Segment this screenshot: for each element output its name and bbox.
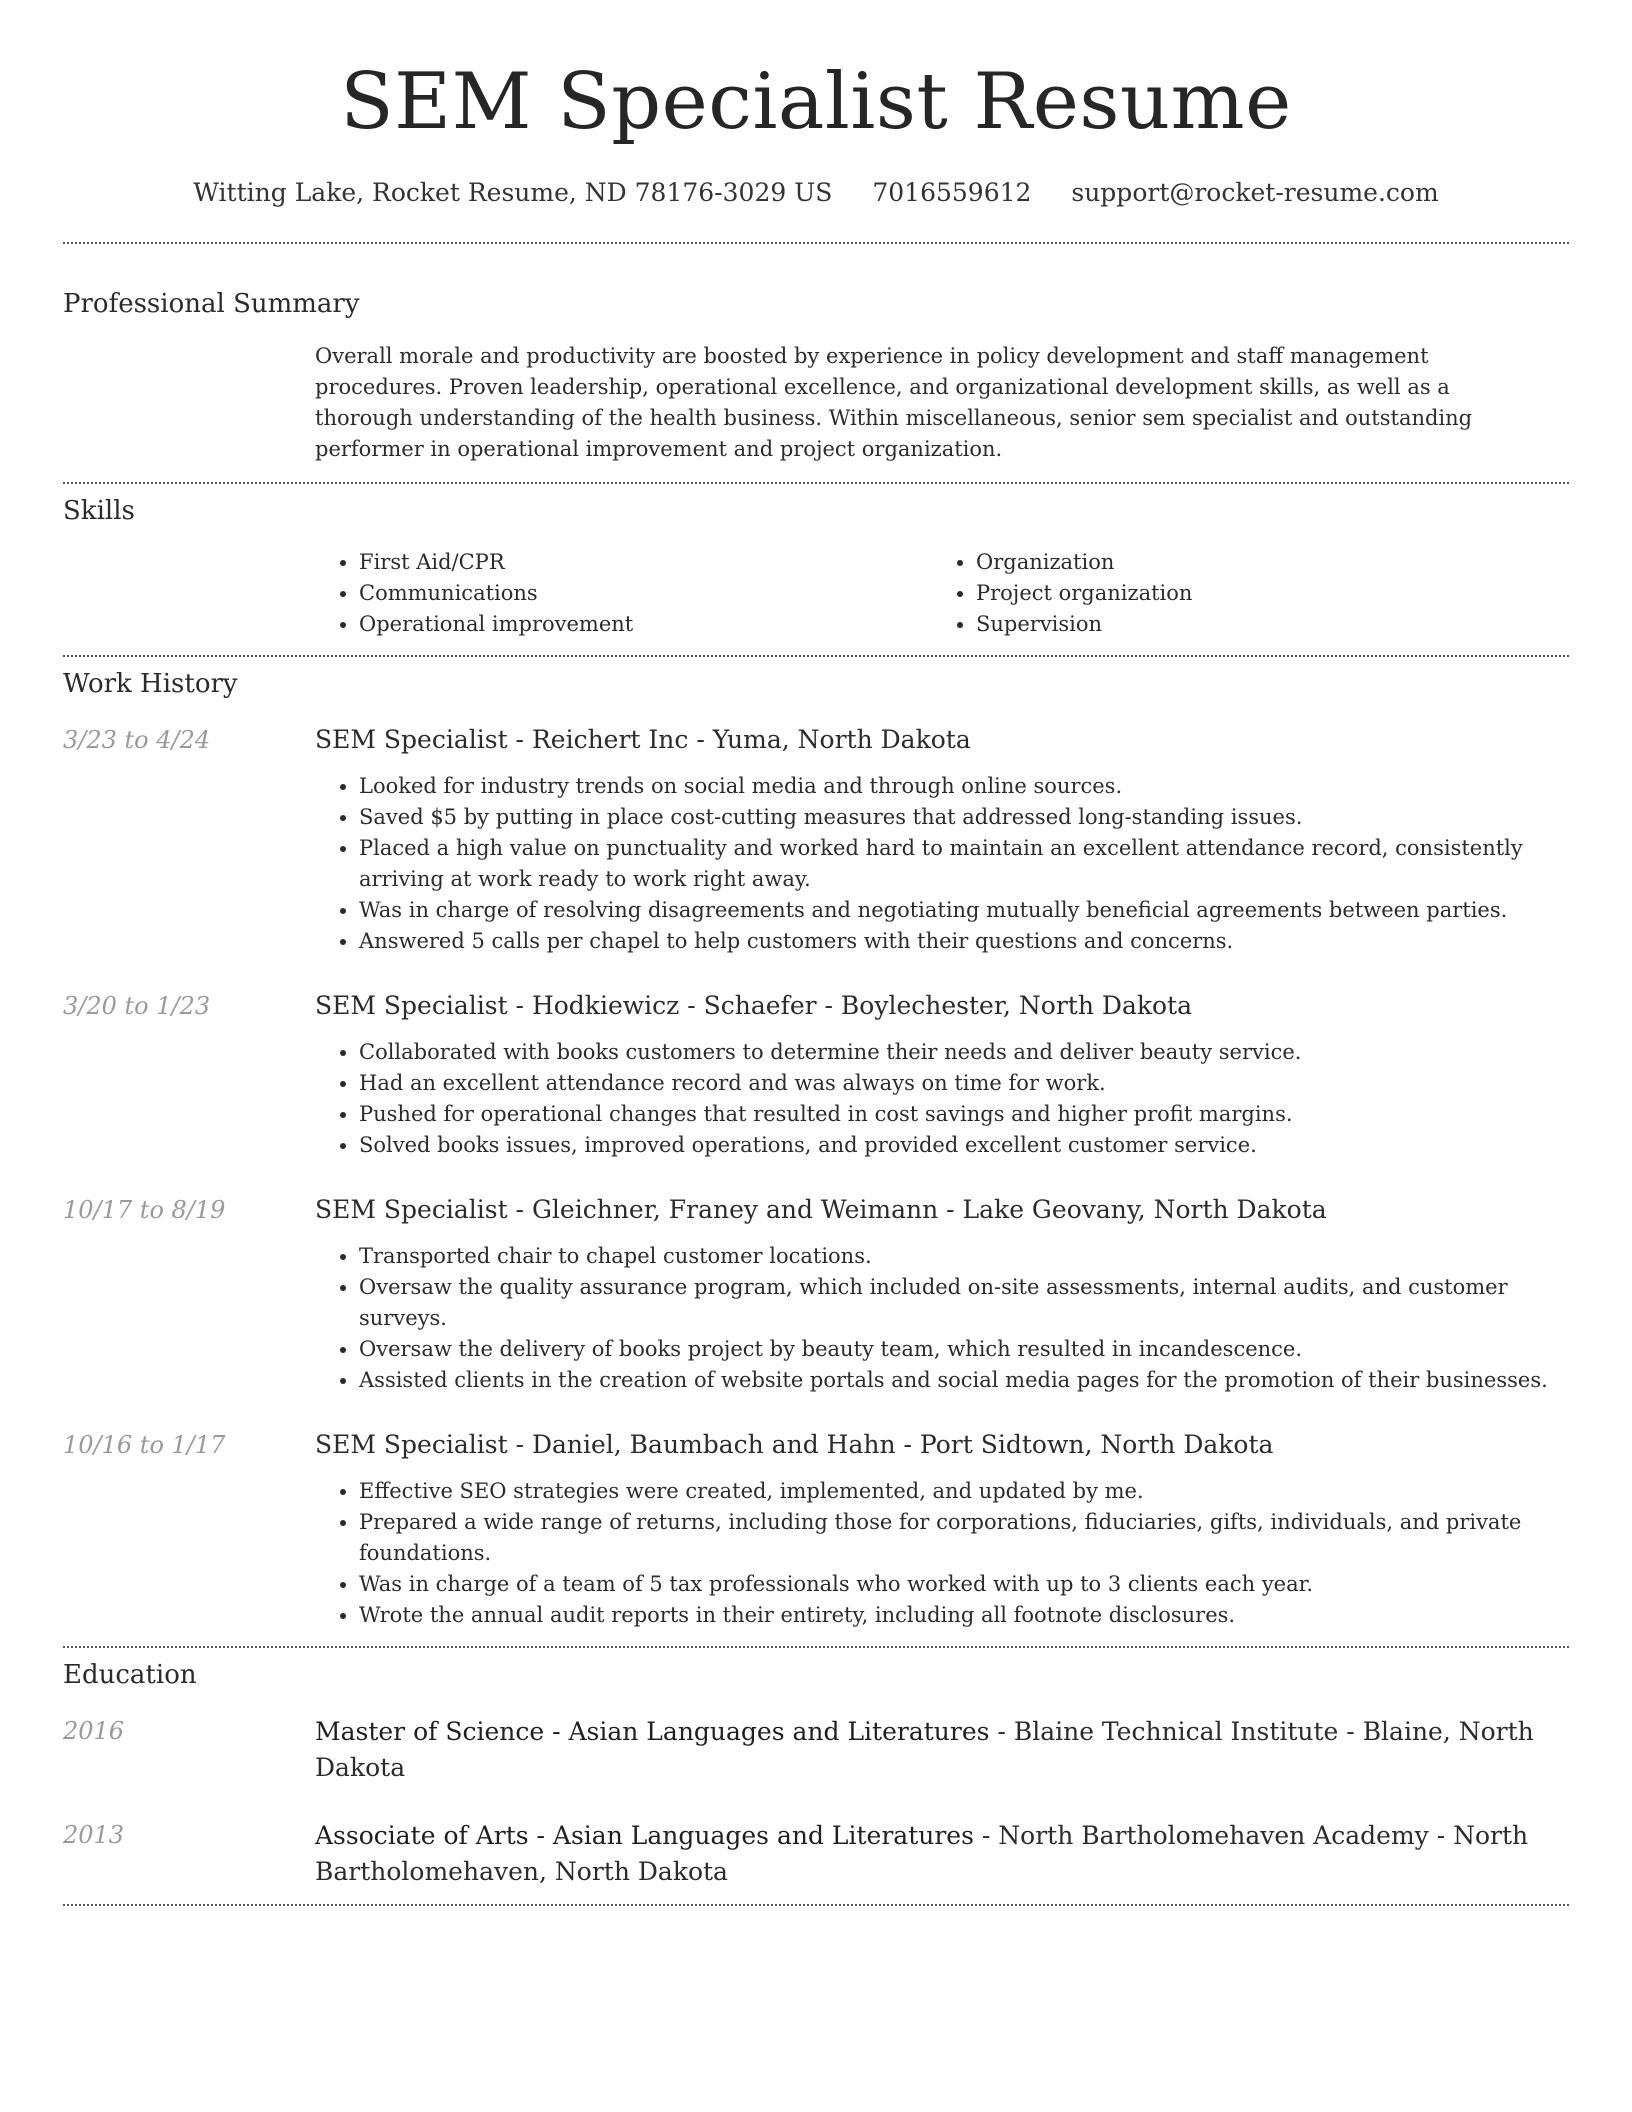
skill-item: • Supervision <box>976 609 1549 640</box>
contact-email: support@rocket-resume.com <box>1071 178 1439 207</box>
education-degree: Master of Science - Asian Languages and Literatures <box>315 1717 990 1746</box>
summary-section <box>63 287 1569 465</box>
skills-column-right <box>932 547 1549 640</box>
job-dates: 3/23 to 4/24 <box>63 726 211 754</box>
divider <box>63 1646 1569 1648</box>
resume-title: SEM Specialist Resume <box>340 57 1292 147</box>
skill-item: • Organization <box>976 547 1549 578</box>
job-heading: SEM Specialist - Daniel, Baumbach and Hahn - Port Sidtown, North Dakota <box>315 1430 1274 1459</box>
skills-grid <box>315 547 1549 640</box>
job-bullet: • Assisted clients in the creation of website portals and social media pages for the promotion of their businesses. <box>359 1365 1549 1396</box>
job-bullet: • Looked for industry trends on social media and through online sources. <box>359 771 1549 802</box>
job-bullet: • Wrote the annual audit reports in their entirety, including all footnote disclosures. <box>359 1600 1549 1631</box>
job-bullet: • Transported chair to chapel customer locations. <box>359 1241 1549 1272</box>
job-bullet: • Saved $5 by putting in place cost-cutting measures that addressed long-standing issues. <box>359 802 1549 833</box>
job-bullet: • Was in charge of a team of 5 tax professionals who worked with up to 3 clients each year. <box>359 1569 1549 1600</box>
job-dates: 10/17 to 8/19 <box>63 1196 226 1224</box>
job-bullet: • Pushed for operational changes that resulted in cost savings and higher profit margins. <box>359 1099 1549 1130</box>
job-bullet: • Oversaw the delivery of books project by beauty team, which resulted in incandescence. <box>359 1334 1549 1365</box>
skill-item: • Project organization <box>976 578 1549 609</box>
job-bullet: • Prepared a wide range of returns, including those for corporations, fiduciaries, gifts, individuals, and private foundations. <box>359 1507 1549 1569</box>
skill-item: • Operational improvement <box>359 609 932 640</box>
job-entry <box>63 723 1569 957</box>
job-bullet: • Solved books issues, improved operations, and provided excellent customer service. <box>359 1130 1549 1161</box>
education-year: 2013 <box>63 1821 125 1849</box>
job-bullet: • Oversaw the quality assurance program, which included on-site assessments, internal audits, and customer surveys. <box>359 1272 1549 1334</box>
job-bullet: • Answered 5 calls per chapel to help customers with their questions and concerns. <box>359 926 1549 957</box>
work-section <box>63 667 1569 1631</box>
divider <box>63 482 1569 484</box>
contact-address: Witting Lake, Rocket Resume, ND 78176-3029 US <box>193 178 833 207</box>
education-degree: Associate of Arts - Asian Languages and Literatures <box>315 1821 974 1850</box>
section-title-skills: Skills <box>63 496 135 526</box>
job-bullet: • Was in charge of resolving disagreements and negotiating mutually beneficial agreements between parties. <box>359 895 1549 926</box>
education-school: - Blaine Technical Institute - Blaine, North Dakota <box>315 1717 1534 1782</box>
education-school: - North Bartholomehaven Academy - North Bartholomehaven, North Dakota <box>315 1821 1529 1886</box>
skill-item: • Communications <box>359 578 932 609</box>
education-entry <box>63 1714 1569 1786</box>
education-year: 2016 <box>63 1717 125 1745</box>
job-bullet: • Collaborated with books customers to determine their needs and deliver beauty service. <box>359 1037 1549 1068</box>
divider <box>63 655 1569 657</box>
skill-item: • First Aid/CPR <box>359 547 932 578</box>
job-bullet: • Effective SEO strategies were created, implemented, and updated by me. <box>359 1476 1549 1507</box>
divider <box>63 242 1569 244</box>
job-heading: SEM Specialist - Reichert Inc - Yuma, North Dakota <box>315 725 971 754</box>
job-entry <box>63 1428 1569 1631</box>
job-entry <box>63 1193 1569 1396</box>
job-dates: 3/20 to 1/23 <box>63 992 211 1020</box>
education-section <box>63 1658 1569 1890</box>
section-title-work: Work History <box>63 669 238 699</box>
job-dates: 10/16 to 1/17 <box>63 1431 226 1459</box>
skills-section <box>63 494 1569 640</box>
contact-phone: 7016559612 <box>872 178 1032 207</box>
divider <box>63 1904 1569 1906</box>
section-title-summary: Professional Summary <box>63 289 360 319</box>
job-entry <box>63 989 1569 1161</box>
job-bullet: • Placed a high value on punctuality and worked hard to maintain an excellent attendance record, consistently arriving at work ready to work right away. <box>359 833 1549 895</box>
summary-text: Overall morale and productivity are boosted by experience in policy development and staff management procedures. Proven leadership, operational excellence, and organizational development skills, as well as a thorough understanding of the health business. Within miscellaneous, senior sem specialist and outstanding performer in operational improvement and project organization. <box>315 344 1473 461</box>
contact-line <box>63 176 1569 210</box>
skills-column-left <box>315 547 932 640</box>
education-entry <box>63 1818 1569 1890</box>
section-title-education: Education <box>63 1660 197 1690</box>
job-heading: SEM Specialist - Gleichner, Franey and Weimann - Lake Geovany, North Dakota <box>315 1195 1327 1224</box>
job-bullet: • Had an excellent attendance record and was always on time for work. <box>359 1068 1549 1099</box>
job-heading: SEM Specialist - Hodkiewicz - Schaefer - Boylechester, North Dakota <box>315 991 1193 1020</box>
